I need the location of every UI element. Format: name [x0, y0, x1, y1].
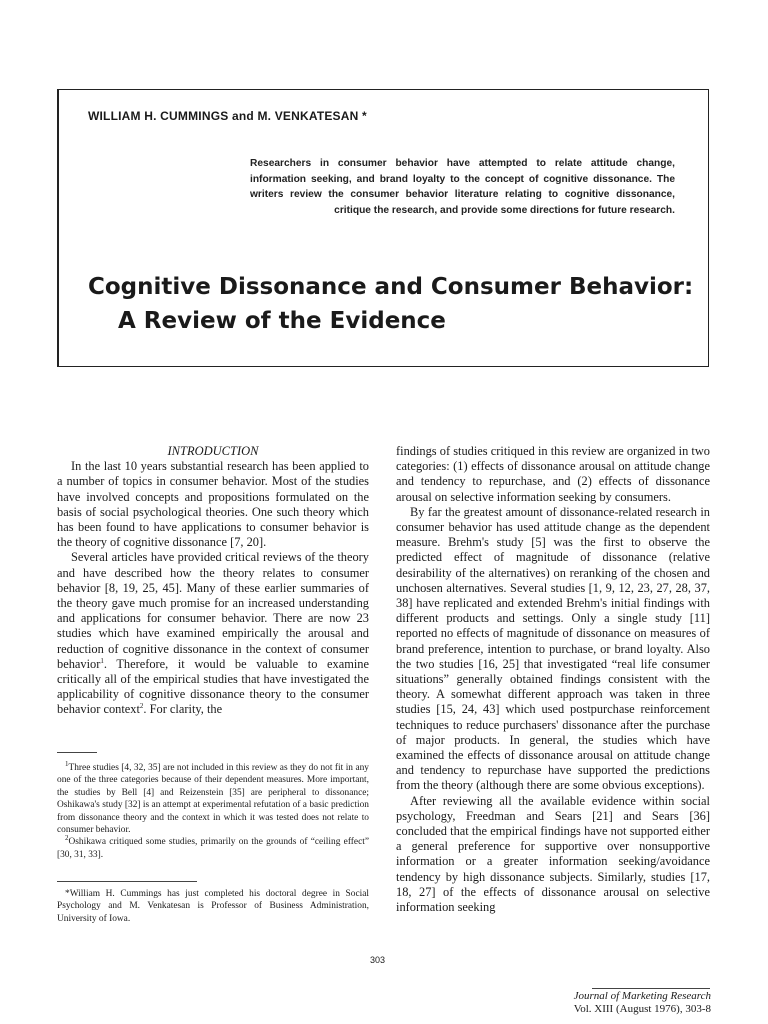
page-number: 303: [370, 955, 386, 965]
paragraph: In the last 10 years substantial research has been applied to a number of topics in consumer behavior. Most of the studies have involved concepts and propositions formulated on the basis of social psychological theories. One such theory which has been found to have applications to consumer behavior is the theory of cognitive dissonance [7, 20].: [57, 459, 369, 550]
article-title: [88, 270, 698, 338]
left-column: [57, 444, 369, 718]
footnote-text: Three studies [4, 32, 35] are not included in this review as they do not fit in any one of the three categories because of their dependent measures. More important, the studies by Bell [4] and Reizenstein [35] are peripheral to dissonance; Oshikawa's study [32] is an attempt at experimental refutation of a basic prediction from dissonance theory and the context in which it was tested does not relate to consumer behavior.: [57, 763, 369, 836]
author-note-text: *William H. Cummings has just completed his doctoral degree in Social Psychology and M. Venkatesan is Professor of Business Administration, University of Iowa.: [57, 889, 369, 924]
text-run: . Therefore, it would be valuable to examine critically all of the empirical studies that have investigated the applicability of cognitive dissonance theory to the consumer behavior context: [57, 656, 369, 717]
title-line-1: Cognitive Dissonance and Consumer Behavior:: [88, 274, 694, 300]
journal-divider: [592, 988, 710, 989]
journal-name: Journal of Marketing Research: [573, 990, 711, 1002]
footnote-2: [57, 836, 369, 861]
footnotes: [57, 759, 369, 861]
footnote-text: Oshikawa critiqued some studies, primarily on the grounds of “ceiling effect” [30, 31, 33].: [57, 837, 369, 860]
journal-volume: Vol. XIII (August 1976), 303-8: [573, 1003, 711, 1015]
article-authors: WILLIAM H. CUMMINGS and M. VENKATESAN *: [88, 109, 367, 123]
text-run: . For clarity, the: [143, 702, 223, 717]
footnote-mark: 1: [65, 759, 69, 768]
author-note: [57, 888, 369, 925]
article-abstract: Researchers in consumer behavior have attempted to relate attitude change, information seeking, and brand loyalty to the concept of cognitive dissonance. The writers review the consumer behavior literature relating to cognitive dissonance, critique the research, and provide some directions for future research.: [250, 158, 675, 216]
paragraph: findings of studies critiqued in this review are organized in two categories: (1) effects of dissonance arousal on attitude change and tendency to repurchase, and (2) effects of dissonance arousal on selective information seeking by consumers.: [396, 444, 710, 504]
journal-info: [574, 990, 711, 1016]
footnote-ref[interactable]: 2: [139, 702, 144, 711]
right-column: [396, 444, 710, 915]
title-line-2: A Review of the Evidence: [118, 308, 446, 334]
author-note-divider: [57, 881, 197, 882]
paragraph: By far the greatest amount of dissonance-related research in consumer behavior has used attitude change as the dependent measure. Brehm's study [5] was the first to observe the predicted effect of magnitude of dissonance (relative desirability of the alternatives) on reranking of the chosen and unchosen alternatives. Several studies [1, 9, 12, 23, 27, 28, 37, 38] have replicated and extended Brehm's initial findings with different products and settings. Only a single study [11] reported no effects of magnitude of dissonance on measures of brand preference, intention to purchase, or brand loyalty. Also the two studies [16, 25] that investigated “real life consumer situations” generally obtained findings consistent with the theory. A somewhat different approach was taken in three studies [15, 24, 43] which used postpurchase reinforcement techniques to reduce purchasers' dissonance after the purchase of major products. In general, the studies which have examined the effects of dissonance arousal on attitude change and tendency to repurchase have supported the predictions from the theory (although there are some obvious exceptions).: [396, 504, 710, 793]
section-heading: INTRODUCTION: [167, 444, 259, 458]
paragraph: [57, 550, 369, 717]
footnote-mark: 2: [65, 834, 69, 843]
footnote-ref[interactable]: 1: [100, 656, 104, 665]
footnote-divider: [57, 752, 97, 753]
footnote-1: [57, 759, 369, 836]
paragraph: After reviewing all the available evidence within social psychology, Freedman and Sears [21] and Sears [36] concluded that the empirical findings have not supported either a general preference for supportive over nonsupportive information or a greater information seeking/avoidance tendency by high dissonance subjects. Similarly, studies [17, 18, 27] of the effects of dissonance arousal on selective information seeking: [396, 793, 710, 915]
text-run: Several articles have provided critical reviews of the theory and have described how the theory relates to consumer behavior [8, 19, 25, 45]. Many of these earlier summaries of the theory gave much promise for an increased understanding and applications for consumer behavior. There are now 23 studies which have examined empirically the arousal and reduction of cognitive dissonance in the context of consumer behavior: [57, 550, 369, 671]
